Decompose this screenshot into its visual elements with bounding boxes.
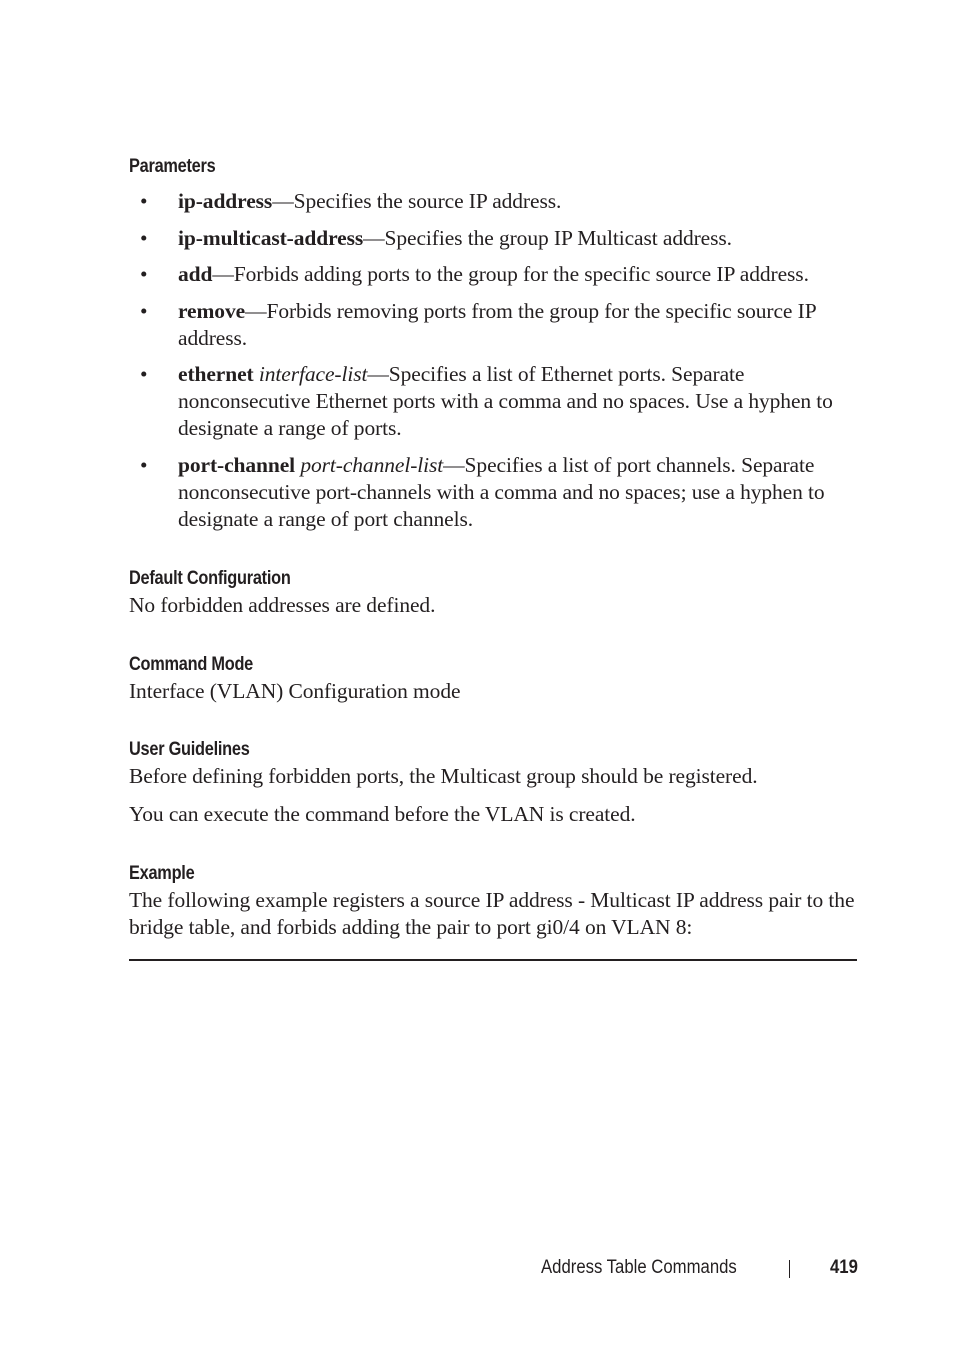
user-guidelines-paragraph: You can execute the command before the VLAN is created. [129, 802, 636, 826]
footer-separator [789, 1260, 790, 1278]
list-item [129, 452, 857, 533]
param-description: —Specifies the group IP Multicast address. [363, 225, 732, 250]
example-text: The following example registers a source IP address - Multicast IP address pair to the bridge table, and forbids adding the pair to port gi0/4 on VLAN 8: [129, 888, 855, 939]
parameters-list [129, 188, 857, 542]
param-keyword: ip-address [178, 189, 273, 213]
param-keyword: ip-multicast-address [178, 225, 364, 250]
parameters-heading: Parameters [129, 156, 216, 177]
list-item [129, 225, 857, 252]
param-description: —Specifies a list of Ethernet ports. Separate nonconsecutive Ethernet ports with a comma and no spaces. Use a hyphen to designate a range of ports. [178, 362, 833, 440]
param-description: —Forbids adding ports to the group for the specific source IP address. [212, 262, 809, 286]
param-argument: interface-list [258, 362, 368, 386]
param-description: —Forbids removing ports from the group for the specific source IP address. [178, 298, 816, 350]
command-mode-text: Interface (VLAN) Configuration mode [129, 679, 461, 703]
bullet-icon: • [140, 452, 148, 477]
param-description: —Specifies the source IP address. [272, 189, 562, 213]
bullet-icon: • [140, 225, 148, 250]
user-guidelines-heading: User Guidelines [129, 739, 250, 760]
page-number: 419 [830, 1257, 858, 1278]
example-heading: Example [129, 863, 195, 884]
param-keyword: remove [178, 298, 246, 323]
param-keyword: port-channel [178, 452, 296, 477]
bullet-icon: • [140, 262, 148, 286]
footer-section-title: Address Table Commands [541, 1257, 737, 1278]
bullet-icon: • [140, 189, 148, 213]
command-mode-heading: Command Mode [129, 654, 254, 675]
list-item [129, 261, 857, 288]
param-description: —Specifies a list of port channels. Separate nonconsecutive port-channels with a comma and no spaces; use a hyphen to designate a range of port channels. [178, 452, 825, 531]
list-item [129, 188, 857, 215]
param-keyword: add [178, 262, 213, 286]
user-guidelines-paragraph: Before defining forbidden ports, the Multicast group should be registered. [129, 764, 758, 788]
list-item [129, 361, 857, 442]
param-argument: port-channel-list [300, 452, 444, 477]
bullet-icon: • [140, 298, 148, 323]
list-item [129, 298, 857, 352]
bullet-icon: • [140, 362, 148, 386]
example-divider [129, 959, 857, 961]
default-configuration-heading: Default Configuration [129, 568, 291, 589]
param-keyword: ethernet [178, 362, 254, 386]
default-configuration-text: No forbidden addresses are defined. [129, 593, 436, 617]
